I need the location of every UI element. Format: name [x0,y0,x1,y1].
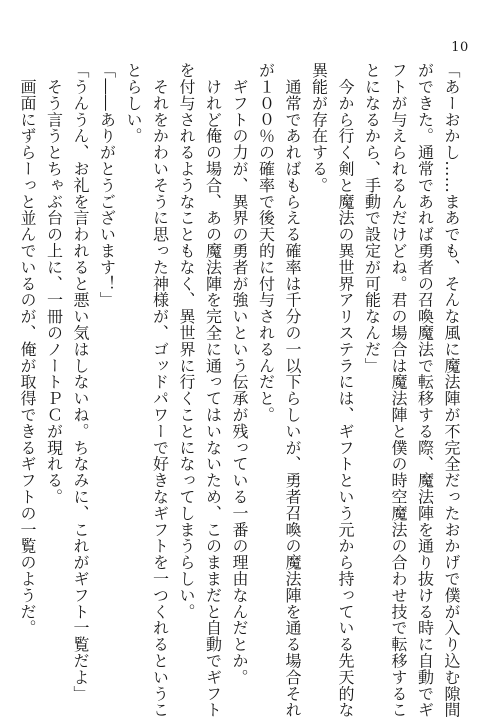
body-text [18,62,464,718]
text-line: そう言うとちゃぶ台の上に、一冊のノートＰＣが現れる。 [44,62,64,505]
text-line: 今から行く剣と魔法の異世界アリステラには、ギフトという元から持っている先天的な [336,62,355,718]
text-line: が１００％の確率で後天的に付与されるんだと。 [256,62,276,423]
text-line: ギフトの力が、異界の勇者が強いという伝承が残っている一番の理由なんだとか。 [230,62,249,686]
text-line: 画面にずらーっと並んでいるのが、俺が取得できるギフトの一覧のようだ。 [18,62,37,636]
text-line: それをかわいそうに思った神様が、ゴッドパワーで好きなギフトを一つくれるというこ [150,62,170,718]
text-line: けれど俺の場合、あの魔法陣を完全に通ってはいないため、このままだと自動でギフト [203,62,223,718]
text-line: 異能が存在する。 [309,62,329,194]
text-line: 「――ありがとうございます！」 [97,62,117,308]
text-line: 「うんうん、お礼を言われると悪い気はしないね。ちなみに、これがギフト一覧だよ」 [71,62,90,702]
page-number: 10 [451,40,469,55]
text-line: 「あーおかし……まあでも、そんな風に魔法陣が不完全だったおかげで僕が入り込む隙間 [442,62,461,718]
text-line: フトが与えられるんだけどね。君の場合は魔法陣と僕の時空魔法の合わせ技で転移するこ [389,62,408,718]
text-line: 通常であればもらえる確率は千分の一以下らしいが、勇者召喚の魔法陣を通る場合それ [283,62,302,718]
text-line: とらしい。 [124,62,143,144]
text-line: ができた。通常であれば勇者の召喚魔法で転移する際、魔法陣を通り抜ける時に自動でギ [415,62,435,718]
text-line: とになるから、手動で設定が可能なんだ」 [362,62,382,374]
text-line: を付与されるようなこともなく、異世界に行くことになってしまうらしい。 [177,62,196,620]
